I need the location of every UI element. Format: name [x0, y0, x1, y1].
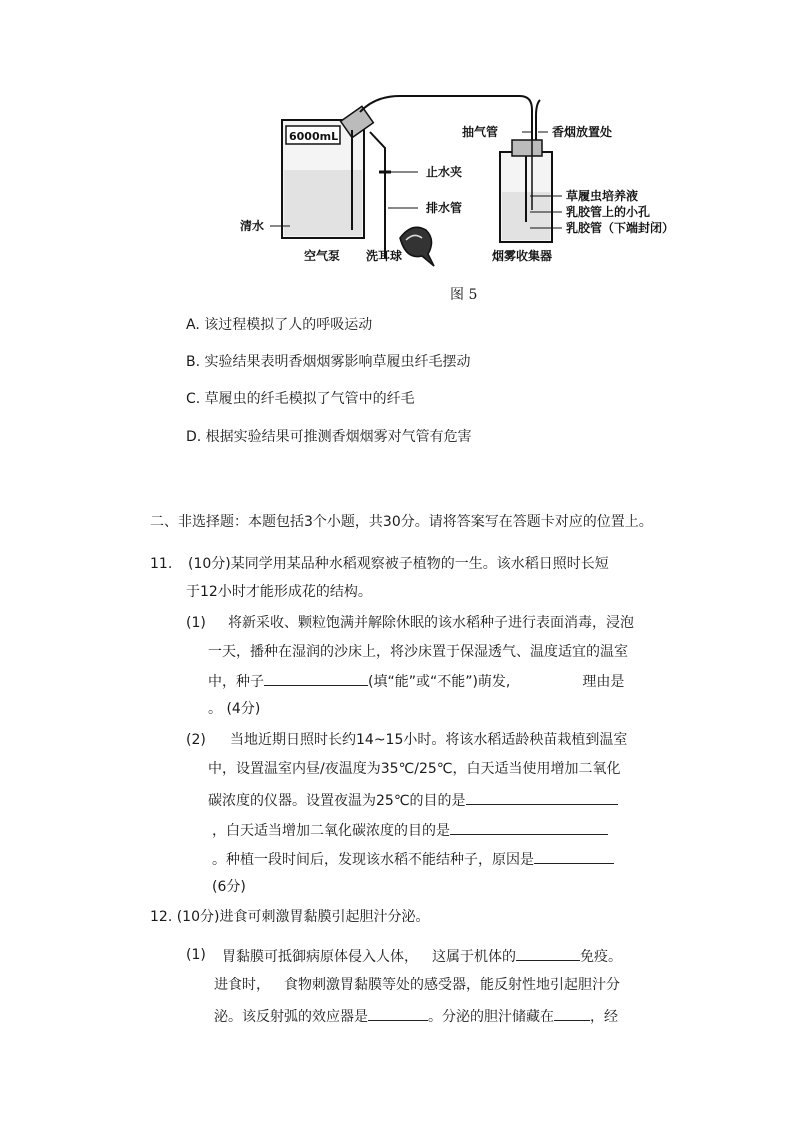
option-d: D. 根据实验结果可推测香烟烟雾对气管有危害 [186, 429, 472, 445]
q11-p2-line5 [212, 849, 614, 869]
q12-p1-line1 [222, 946, 622, 966]
connecting-pipe [360, 96, 532, 140]
q11-stem-line1: (10分)某同学用某品种水稻观察被子植物的一生。该水稻日照时长短 [188, 556, 609, 572]
label-water: 清水 [240, 219, 265, 233]
q11-p2-line4-text: ，白天适当增加二氧化碳浓度的目的是 [212, 823, 450, 839]
cigarette-holder [536, 100, 540, 140]
ear-bulb [400, 227, 434, 266]
q11-p2-line2: 中，设置温室内昼/夜温度为35℃/25℃，白天适当使用增加二氧化 [208, 761, 621, 777]
q12-heading: 12. (10分)进食可刺激胃黏膜引起胆汁分泌。 [150, 909, 430, 925]
label-rubber-tube: 乳胶管（下端封闭） [566, 221, 675, 235]
q12-p1-line1-a: 胃黏膜可抵御病原体侵入人体， [222, 949, 418, 965]
blank-germinate[interactable] [264, 671, 368, 686]
q11-part1-number: (1) [186, 615, 206, 631]
label-culture: 草履虫培养液 [566, 189, 639, 203]
option-c: C. 草履虫的纤毛模拟了气管中的纤毛 [186, 391, 415, 407]
collector-stopper [512, 140, 542, 156]
q11-part2-number: (2) [186, 732, 206, 748]
blank-night-temp[interactable] [466, 790, 618, 805]
label-stop-clamp: 止水夹 [426, 165, 463, 179]
label-cigarette-place: 香烟放置处 [552, 125, 613, 139]
label-suction-pipe: 抽气管 [462, 125, 499, 139]
q12-p1-line2-a: 进食时， [214, 977, 270, 993]
blank-no-seed-reason[interactable] [534, 849, 614, 864]
blank-effector[interactable] [368, 1006, 428, 1021]
q11-p2-line1: 当地近期日照时长约14~15小时。将该水稻适龄秧苗栽植到温室 [230, 732, 628, 748]
q11-p1-line3-c: 理由是 [582, 674, 625, 690]
q11-p1-line3-b: (填“能”或“不能”)萌发, [368, 674, 511, 690]
blank-immunity[interactable] [516, 946, 580, 961]
q12-p1-line2-b: 食物刺激胃黏膜等处的感受器，能反射性地引起胆汁分 [284, 977, 620, 993]
q12-p1-line1-c: 免疫。 [580, 949, 622, 965]
q12-p1-line3-c: ，经 [590, 1009, 618, 1025]
blank-co2[interactable] [450, 820, 608, 835]
q11-p1-line4: 。 (4分) [208, 701, 261, 717]
q11-p1-line2: 一天，播种在湿润的沙床上，将沙床置于保湿透气、温度适宜的温室 [208, 644, 628, 660]
q12-part1-number: (1) [186, 947, 206, 963]
volume-label: 6000mL [289, 130, 339, 143]
section-heading: 二、非选择题：本题包括3个小题，共30分。请将答案写在答题卡对应的位置上。 [150, 514, 653, 530]
q11-p2-line4 [212, 820, 608, 840]
q11-p1-line1: 将新采收、颗粒饱满并解除休眠的该水稻种子进行表面消毒，浸泡 [228, 615, 634, 631]
q11-number: 11. [150, 556, 173, 572]
q11-p2-line3 [208, 790, 618, 810]
q11-stem-line2: 于12小时才能形成花的结构。 [186, 584, 372, 600]
q12-p1-line3-a: 泌。该反射弧的效应器是 [214, 1009, 368, 1025]
q12-p1-line1-b: 这属于机体的 [432, 949, 516, 965]
q12-p1-line3-b: 。分泌的胆汁储藏在 [428, 1009, 554, 1025]
label-collector: 烟雾收集器 [492, 249, 553, 263]
q11-p2-line5-text: 。种植一段时间后，发现该水稻不能结种子，原因是 [212, 852, 534, 868]
blank-storage[interactable] [554, 1006, 590, 1021]
q11-p2-line6: (6分) [212, 879, 246, 895]
experiment-figure [230, 90, 675, 270]
figure-caption: 图 5 [450, 287, 478, 303]
q12-p1-line3 [214, 1006, 618, 1026]
q11-p1-line3 [208, 671, 624, 691]
q11-p2-line3-text: 碳浓度的仪器。设置夜温为25℃的目的是 [208, 793, 466, 809]
label-small-hole: 乳胶管上的小孔 [566, 205, 651, 219]
label-air-pump: 空气泵 [304, 249, 341, 263]
label-drain-pipe: 排水管 [426, 201, 463, 215]
option-b: B. 实验结果表明香烟烟雾影响草履虫纤毛摆动 [186, 354, 471, 370]
drain-pipe [370, 132, 385, 258]
label-ear-bulb: 洗耳球 [366, 249, 403, 263]
q12-p1-line2 [214, 976, 620, 994]
water-region [284, 170, 362, 236]
option-a: A. 该过程模拟了人的呼吸运动 [186, 317, 373, 333]
q11-p1-line3-a: 中，种子 [208, 674, 264, 690]
